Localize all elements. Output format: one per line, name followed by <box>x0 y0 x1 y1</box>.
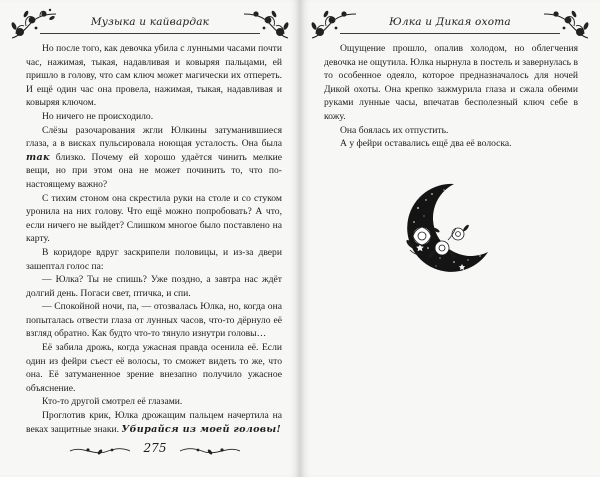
right-page-header <box>310 8 590 42</box>
running-header-title: Музыка и кайвардак <box>90 16 210 28</box>
header-rule <box>340 33 560 34</box>
left-page-footer <box>40 439 270 463</box>
floral-divider-icon <box>68 445 132 457</box>
paragraph: — Юлка? Ты не спишь? Уже поздно, а завтра нас ждёт долгий день. Погаси свет, птичка, и спи. <box>26 274 282 299</box>
paragraph: Слёзы разочарования жгли Юлкины затуманившиеся глаза, а в висках пульсировала ноющая усталость. Она была так близко. Почему ей хорошо удаётся чинить мелкие вещи, но при этом она не может починить то, что по-настоящему важно? <box>26 124 282 190</box>
emphasis-phrase: Убирайся из моей головы! <box>121 423 281 435</box>
right-page <box>300 0 600 477</box>
paragraph: А у фейри оставались ещё два её волоска. <box>340 138 512 150</box>
left-page-header <box>10 8 290 42</box>
paragraph: Она боялась их отпустить. <box>340 124 449 136</box>
paragraph: Проглотив крик, Юлка дрожащим пальцем начертила на веках защитные знаки. Убирайся из моей головы! <box>26 410 282 435</box>
paragraph: — Спокойной ночи, па, — отозвалась Юлка, но, когда она попыталась отвести глаза от лунных часов, что-то дёрнуло её взгляд обратно. Как будто что-то тянуло изнутри головы… <box>26 301 282 340</box>
right-page-text <box>324 42 578 151</box>
floral-divider-icon <box>178 445 242 457</box>
page-number: 275 <box>143 441 167 455</box>
header-rule <box>40 33 260 34</box>
left-page-text <box>26 42 282 436</box>
paragraph: Кто-то другой смотрел её глазами. <box>42 396 183 408</box>
paragraph: С тихим стоном она скрестила руки на столе и со стуком уронила на них голову. Что ещё можно попробовать? А что, если ничего не выйдет? Слишком многое было поставлено на карту. <box>26 192 282 245</box>
crescent-moon-icon <box>396 178 496 274</box>
paragraph: Её забила дрожь, когда ужасная правда осенила её. Если один из фейри съест её волосы, то сможет видеть то же, что она. Её затуманенное зрение внезапно получило ужасное объяснение. <box>26 342 282 394</box>
paragraph: Но после того, как девочка убила с лунными часами почти час, нажимая, тыкая, надавливая и ковыряя пальцами, ей пришло в голову, что сам ключ может магически их отпереть. И ещё один час она провела, нажимая, тыкая, надавливая и ковыряя ключом. <box>26 43 282 109</box>
paragraph: Ощущение прошло, опалив холодом, но облегчения девочка не ощутила. Юлка нырнула в постель и завернулась в то особенное одеяло, которое предназначалось для ночей Дикой охоты. Она крепко зажмурила глаза и сжала обеими руками лунные часы, впечатав бесполезный ключ себе в кожу. <box>324 43 578 122</box>
emphasis-word: так <box>26 151 50 163</box>
running-header-title: Юлка и Дикая охота <box>389 16 511 28</box>
paragraph: В коридоре вдруг заскрипели половицы, и из-за двери зашептал голос па: <box>26 246 282 272</box>
paragraph: Но ничего не происходило. <box>42 110 154 122</box>
